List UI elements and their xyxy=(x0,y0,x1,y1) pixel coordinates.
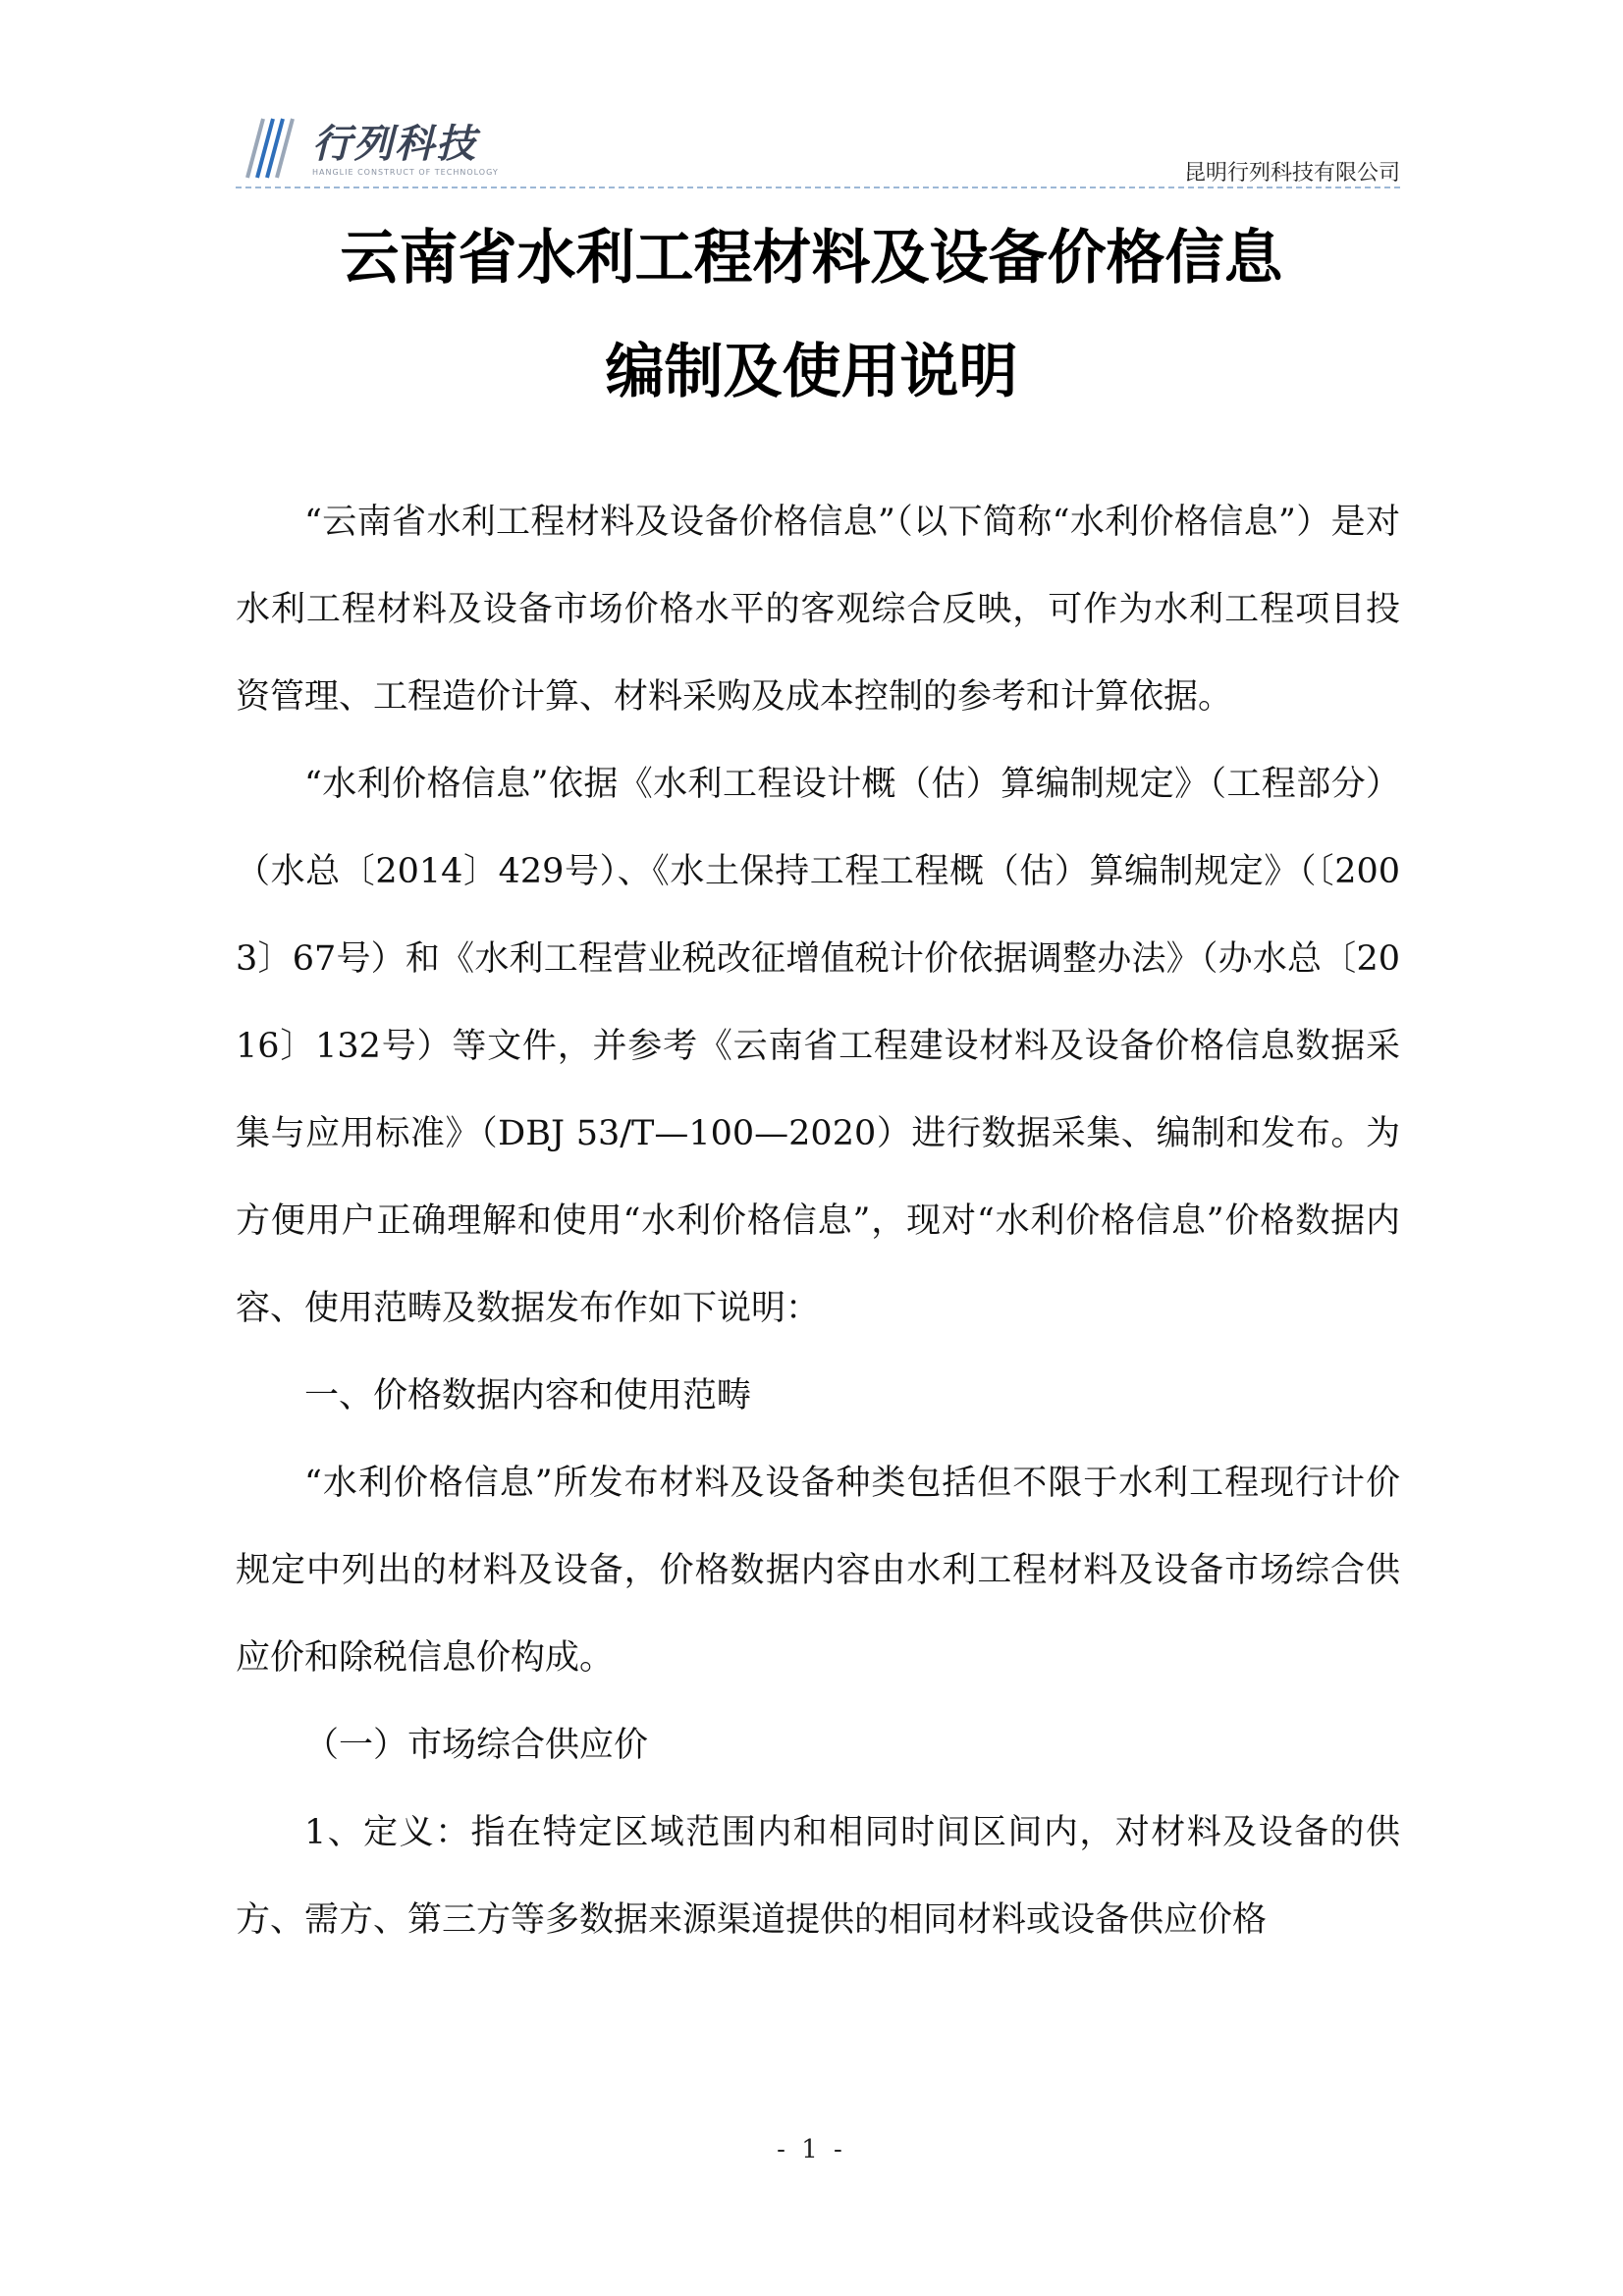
company-name: 昆明行列科技有限公司 xyxy=(1183,161,1400,186)
paragraph-basis: “水利价格信息”依据《水利工程设计概（估）算编制规定》（工程部分）（水总〔2014〕429号）、《水土保持工程工程概（估）算编制规定》（〔2003〕67号）和《水利工程营业税改征增值税计价依据调整办法》（办水总〔2016〕132号）等文件，并参考《云南省工程建设材料及设备价格信息数据采集与应用标准》（DBJ 53/T—100—2020）进行数据采集、编制和发布。为方便用户正确理解和使用“水利价格信息”，现对“水利价格信息”价格数据内容、使用范畴及数据发布作如下说明： xyxy=(236,765,1400,1328)
company-logo xyxy=(236,113,530,184)
document-title-line-2: 编制及使用说明 xyxy=(605,338,1018,406)
section-heading-1: 一、价格数据内容和使用范畴 xyxy=(304,1376,752,1415)
logo-subtext: HANGLIE CONSTRUCT OF TECHNOLOGY xyxy=(312,168,499,177)
paragraph-definition: 1、定义：指在特定区域范围内和相同时间区间内，对材料及设备的供方、需方、第三方等多数据来源渠道提供的相同材料或设备供应价格 xyxy=(236,1813,1400,1940)
page-header xyxy=(236,113,1400,191)
header-divider xyxy=(236,187,1400,188)
document-title-line-1: 云南省水利工程材料及设备价格信息 xyxy=(340,224,1283,293)
paragraph-scope: “水利价格信息”所发布材料及设备种类包括但不限于水利工程现行计价规定中列出的材料及设备，价格数据内容由水利工程材料及设备市场综合供应价和除税信息价构成。 xyxy=(236,1464,1400,1678)
page-number: - 1 - xyxy=(777,2135,846,2164)
document-body xyxy=(236,479,1400,1964)
logo-text: 行列科技 xyxy=(312,122,477,167)
logo-stripes-icon xyxy=(242,113,300,184)
subsection-heading-1: （一）市场综合供应价 xyxy=(304,1726,649,1765)
paragraph-intro: “云南省水利工程材料及设备价格信息”（以下简称“水利价格信息”）是对水利工程材料及设备市场价格水平的客观综合反映，可作为水利工程项目投资管理、工程造价计算、材料采购及成本控制的参考和计算依据。 xyxy=(236,503,1400,717)
